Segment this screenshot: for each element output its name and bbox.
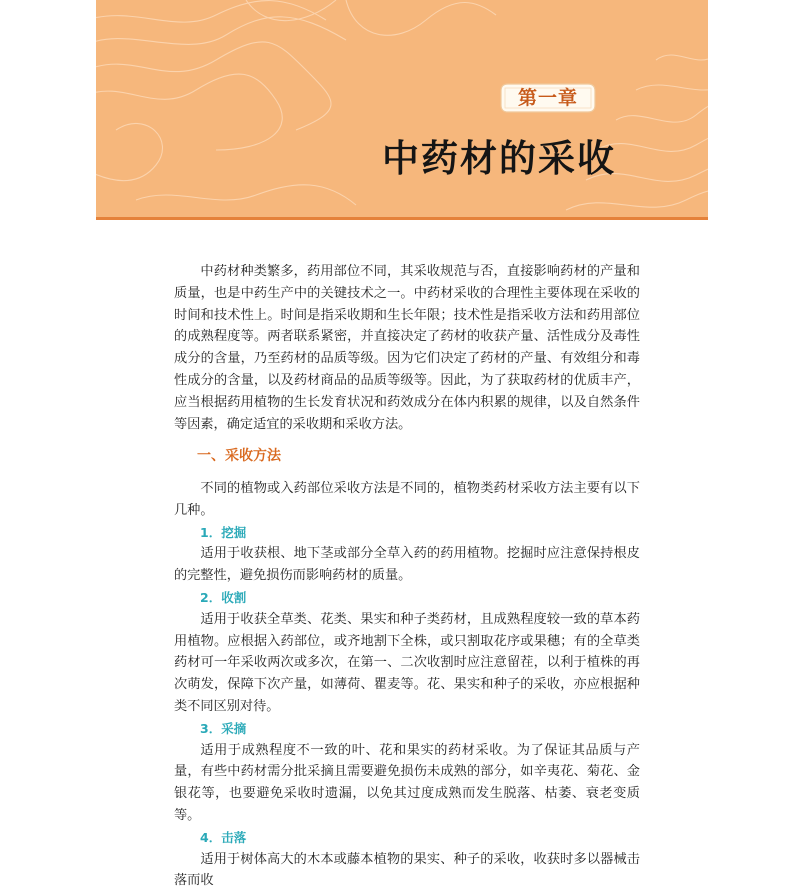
intro-paragraph-block <box>174 261 640 435</box>
section-content <box>174 478 640 892</box>
subheading-knock: 4．击落 <box>200 829 247 845</box>
contour-lines-decoration <box>96 0 708 217</box>
banner-bottom-rule <box>96 217 708 220</box>
chapter-banner <box>96 0 708 217</box>
paragraph-pick: 适用于成熟程度不一致的叶、花和果实的药材采收。为了保证其品质与产量，有些中药材需分批采摘且需要避免损伤未成熟的部分，如辛夷花、菊花、金银花等，也要避免采收时遗漏，以免其过度成熟而发生脱落、枯萎、衰老变质等。 <box>174 742 640 823</box>
intro-paragraph: 中药材种类繁多，药用部位不同，其采收规范与否，直接影响药材的产量和质量，也是中药生产中的关键技术之一。中药材采收的合理性主要体现在采收的时间和技术性上。时间是指采收期和生长年限；技术性是指采收方法和药用部位的成熟程度等。两者联系紧密，并直接决定了药材的收获产量、活性成分及毒性成分的含量，乃至药材的品质等级。因为它们决定了药材的产量、有效组分和毒性成分的含量，以及药材商品的品质等级等。因此，为了获取药材的优质丰产，应当根据药用植物的生长发育状况和药效成分在体内积累的规律，以及自然条件等因素，确定适宜的采收期和采收方法。 <box>174 264 640 432</box>
section-lead: 不同的植物或入药部位采收方法是不同的，植物类药材采收方法主要有以下几种。 <box>174 481 640 518</box>
paragraph-knock: 适用于树体高大的木本或藤本植物的果实、种子的采收，收获时多以器械击落而收 <box>174 851 640 889</box>
paragraph-dig: 适用于收获根、地下茎或部分全草入药的药用植物。挖掘时应注意保持根皮的完整性，避免损伤而影响药材的质量。 <box>174 546 640 584</box>
section-heading: 一、采收方法 <box>197 448 281 464</box>
chapter-number-badge <box>500 83 596 113</box>
subheading-harvest: 2．收割 <box>200 589 247 605</box>
chapter-title: 中药材的采收 <box>382 137 616 180</box>
chapter-number: 第一章 <box>517 87 578 109</box>
subheading-pick: 3．采摘 <box>200 720 247 736</box>
paragraph-harvest: 适用于收获全草类、花类、果实和种子类药材，且成熟程度较一致的草本药用植物。应根据入药部位，或齐地割下全株，或只割取花序或果穗；有的全草类药材可一年采收两次或多次，在第一、二次收割时应注意留茬，以利于植株的再次萌发，保障下次产量，如薄荷、瞿麦等。花、果实和种子的采收，亦应根据种类不同区别对待。 <box>174 611 640 714</box>
subheading-dig: 1．挖掘 <box>200 524 247 540</box>
